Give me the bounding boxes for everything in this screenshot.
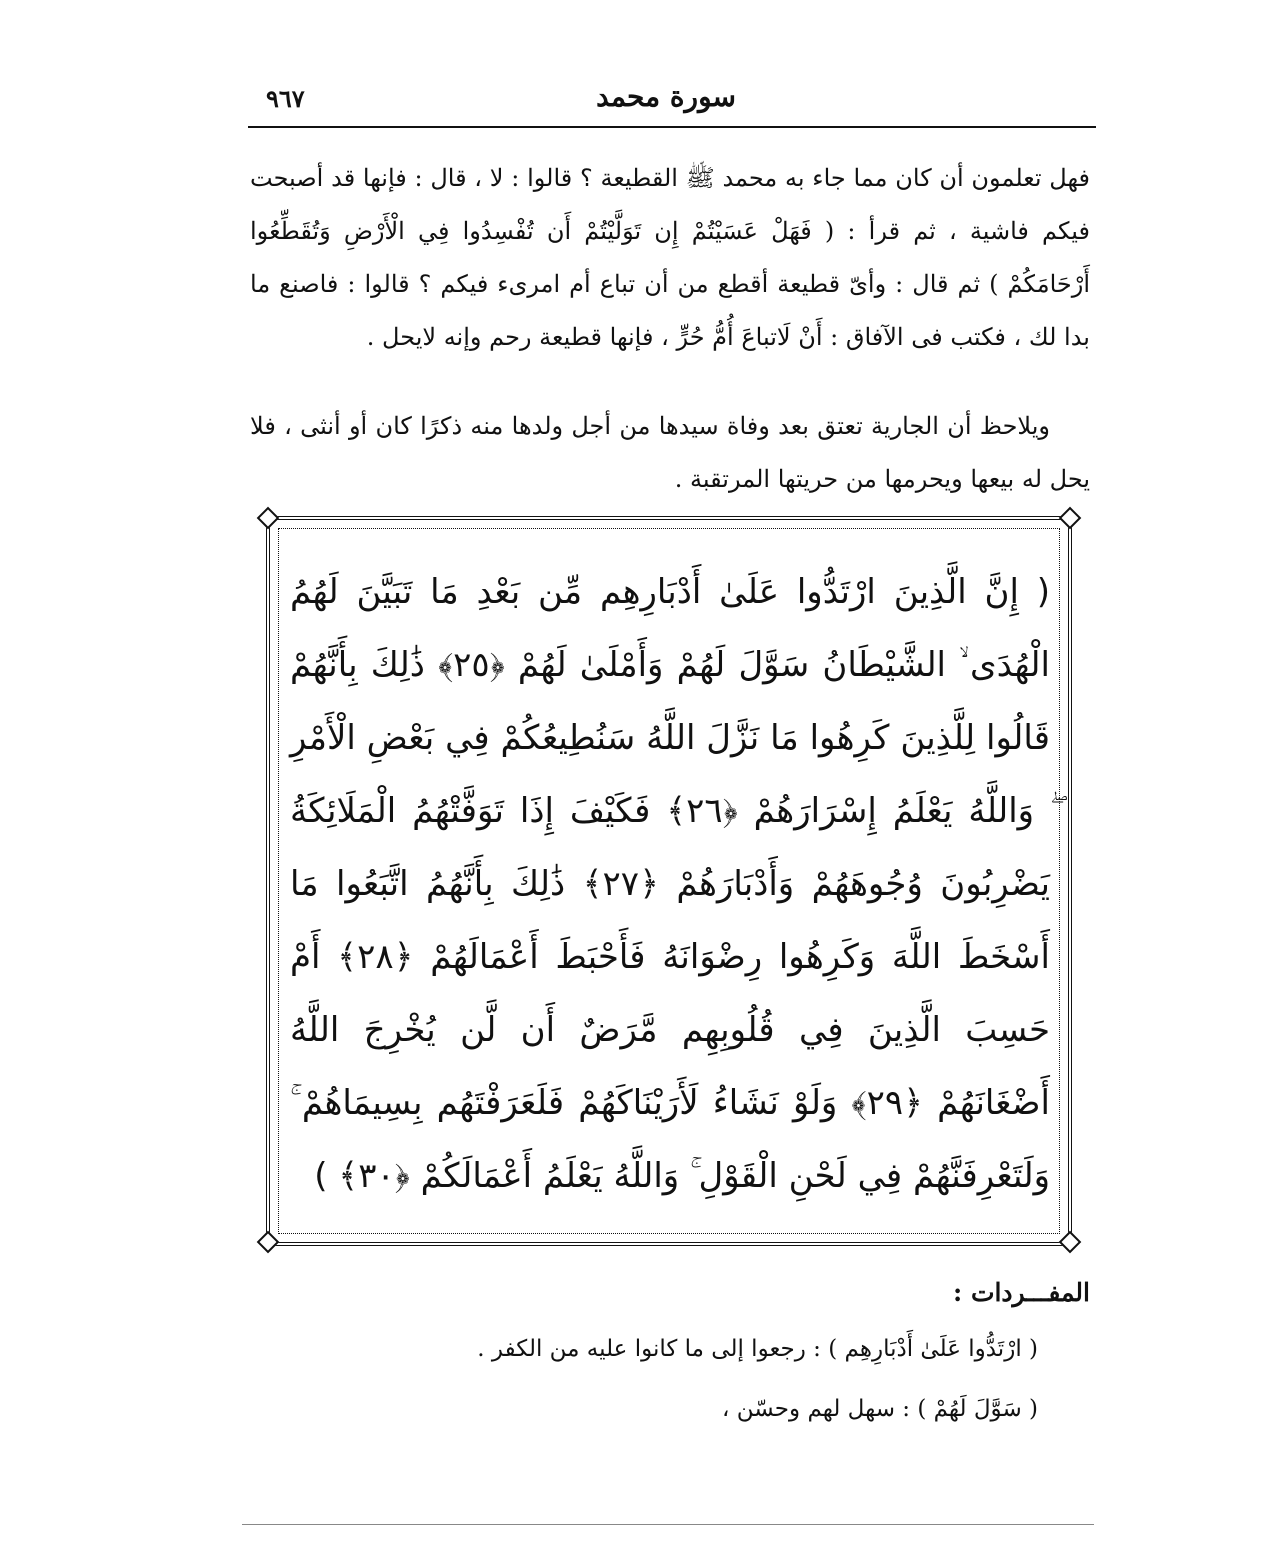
page-header xyxy=(248,80,1096,124)
vocabulary-heading: المفـــردات : xyxy=(953,1278,1090,1307)
commentary-paragraph-2: ويلاحظ أن الجارية تعتق بعد وفاة سيدها من أجل ولدها منه ذكرًا كان أو أنثى ، فلا يحل له بيعها ويحرمها من حريتها المرتقبة . xyxy=(250,412,1090,493)
page-number: ٩٦٧ xyxy=(266,84,305,113)
commentary-paragraph-1: فهل تعلمون أن كان مما جاء به محمد ﷺ القطيعة ؟ قالوا : لا ، قال : فإنها قد أصبحت فيكم فاشية ، ثم قرأ : ( فَهَلْ عَسَيْتُمْ إِن تَوَلَّيْتُمْ أَن تُفْسِدُوا فِي الْأَرْضِ وَتُقَطِّعُوا أَرْحَامَكُمْ ) ثم قال : وأىّ قطيعة أقطع من أن تباع أم امرىء فيكم ؟ قالوا : فاصنع ما بدا لك ، فكتب فى الآفاق : أَنْ لَاتباعَ أُمُّ حُرٍّ ، فإنها قطيعة رحم وإنه لايحل . xyxy=(250,164,1090,351)
vocabulary-item: ( ارْتَدُّوا عَلَىٰ أَدْبَارِهِم ) : رجعوا إلى ما كانوا عليه من الكفر . xyxy=(477,1336,1038,1362)
surah-title: سورة محمد xyxy=(596,80,736,113)
vocabulary-item: ( سَوَّلَ لَهُمْ ) : سهل لهم وحسّن ، xyxy=(722,1396,1038,1422)
bottom-divider xyxy=(242,1524,1094,1525)
quran-verses: ( إِنَّ الَّذِينَ ارْتَدُّوا عَلَىٰ أَدْبَارِهِم مِّن بَعْدِ مَا تَبَيَّنَ لَهُمُ الْهُدَى ۙ الشَّيْطَانُ سَوَّلَ لَهُمْ وَأَمْلَىٰ لَهُمْ ﴿٢٥﴾ ذَٰلِكَ بِأَنَّهُمْ قَالُوا لِلَّذِينَ كَرِهُوا مَا نَزَّلَ اللَّهُ سَنُطِيعُكُمْ فِي بَعْضِ الْأَمْرِ ۖ وَاللَّهُ يَعْلَمُ إِسْرَارَهُمْ ﴿٢٦﴾ فَكَيْفَ إِذَا تَوَفَّتْهُمُ الْمَلَائِكَةُ يَضْرِبُونَ وُجُوهَهُمْ وَأَدْبَارَهُمْ ﴿٢٧﴾ ذَٰلِكَ بِأَنَّهُمُ اتَّبَعُوا مَا أَسْخَطَ اللَّهَ وَكَرِهُوا رِضْوَانَهُ فَأَحْبَطَ أَعْمَالَهُمْ ﴿٢٨﴾ أَمْ حَسِبَ الَّذِينَ فِي قُلُوبِهِم مَّرَضٌ أَن لَّن يُخْرِجَ اللَّهُ أَضْغَانَهُمْ ﴿٢٩﴾ وَلَوْ نَشَاءُ لَأَرَيْنَاكَهُمْ فَلَعَرَفْتَهُم بِسِيمَاهُمْ ۚ وَلَتَعْرِفَنَّهُمْ فِي لَحْنِ الْقَوْلِ ۚ وَاللَّهُ يَعْلَمُ أَعْمَالَكُمْ ﴿٣٠﴾ ) xyxy=(290,572,1051,1196)
header-divider xyxy=(248,126,1096,128)
